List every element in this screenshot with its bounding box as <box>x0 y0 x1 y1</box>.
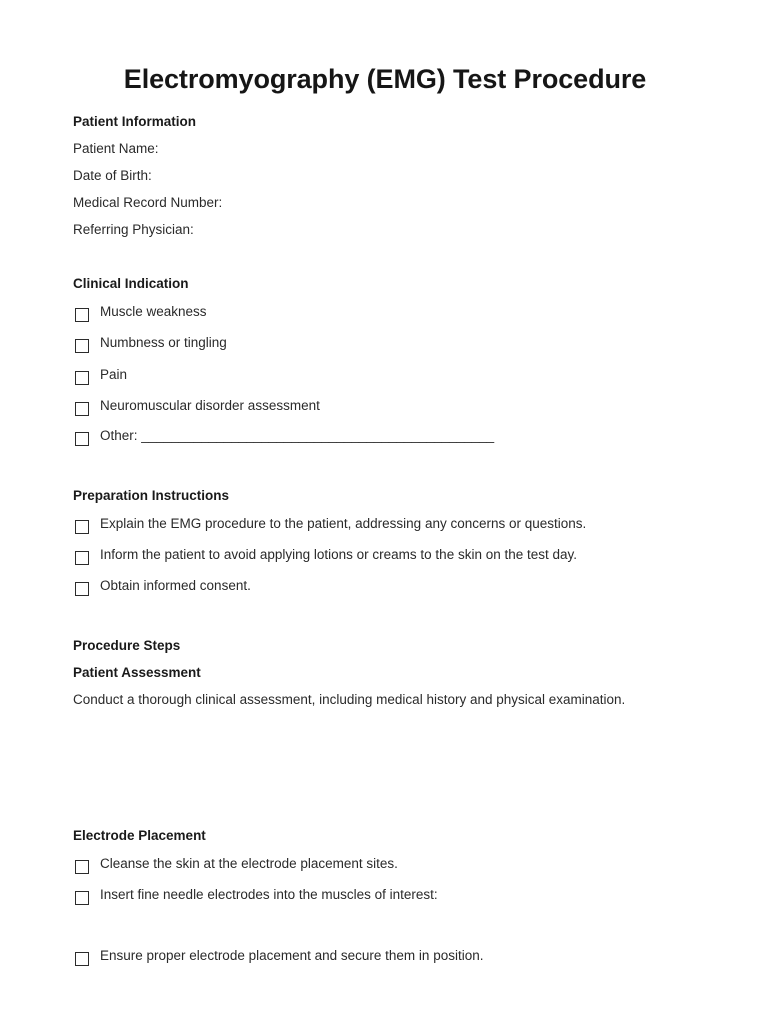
checkbox[interactable] <box>75 432 89 446</box>
checkbox[interactable] <box>75 520 89 534</box>
checkbox-label: Cleanse the skin at the electrode placement sites. <box>100 856 398 871</box>
checkbox[interactable] <box>75 952 89 966</box>
electrode-placement-heading: Electrode Placement <box>73 828 206 843</box>
checkbox-label: Pain <box>100 367 128 382</box>
checkbox-label: Other: _______________________________________________ <box>100 428 495 443</box>
date-of-birth-label: Date of Birth: <box>73 168 152 183</box>
checkbox[interactable] <box>75 551 89 565</box>
checkbox-label: Obtain informed consent. <box>100 578 251 593</box>
checkbox[interactable] <box>75 371 89 385</box>
checkbox-label: Muscle weakness <box>100 304 207 319</box>
preparation-instructions-heading: Preparation Instructions <box>73 488 230 503</box>
checkbox[interactable] <box>75 891 89 905</box>
checkbox-label: Neuromuscular disorder assessment <box>100 398 320 413</box>
patient-assessment-text: Conduct a thorough clinical assessment, including medical history and physical examination. <box>73 692 626 707</box>
patient-information-heading: Patient Information <box>73 114 197 129</box>
checkbox-label: Inform the patient to avoid applying lotions or creams to the skin on the test day. <box>100 547 578 562</box>
checkbox[interactable] <box>75 402 89 416</box>
checkbox-label: Ensure proper electrode placement and secure them in position. <box>100 948 484 963</box>
checkbox[interactable] <box>75 339 89 353</box>
patient-name-label: Patient Name: <box>73 141 159 156</box>
medical-record-number-label: Medical Record Number: <box>73 195 223 210</box>
checkbox[interactable] <box>75 308 89 322</box>
checkbox[interactable] <box>75 860 89 874</box>
referring-physician-label: Referring Physician: <box>73 222 194 237</box>
checkbox-label: Numbness or tingling <box>100 335 227 350</box>
checkbox-label: Insert fine needle electrodes into the muscles of interest: <box>100 887 438 902</box>
checkbox[interactable] <box>75 582 89 596</box>
clinical-indication-heading: Clinical Indication <box>73 276 189 291</box>
patient-assessment-heading: Patient Assessment <box>73 665 201 680</box>
procedure-steps-heading: Procedure Steps <box>73 638 181 653</box>
document-title: Electromyography (EMG) Test Procedure <box>123 64 647 94</box>
checkbox-label: Explain the EMG procedure to the patient, addressing any concerns or questions. <box>100 516 587 531</box>
